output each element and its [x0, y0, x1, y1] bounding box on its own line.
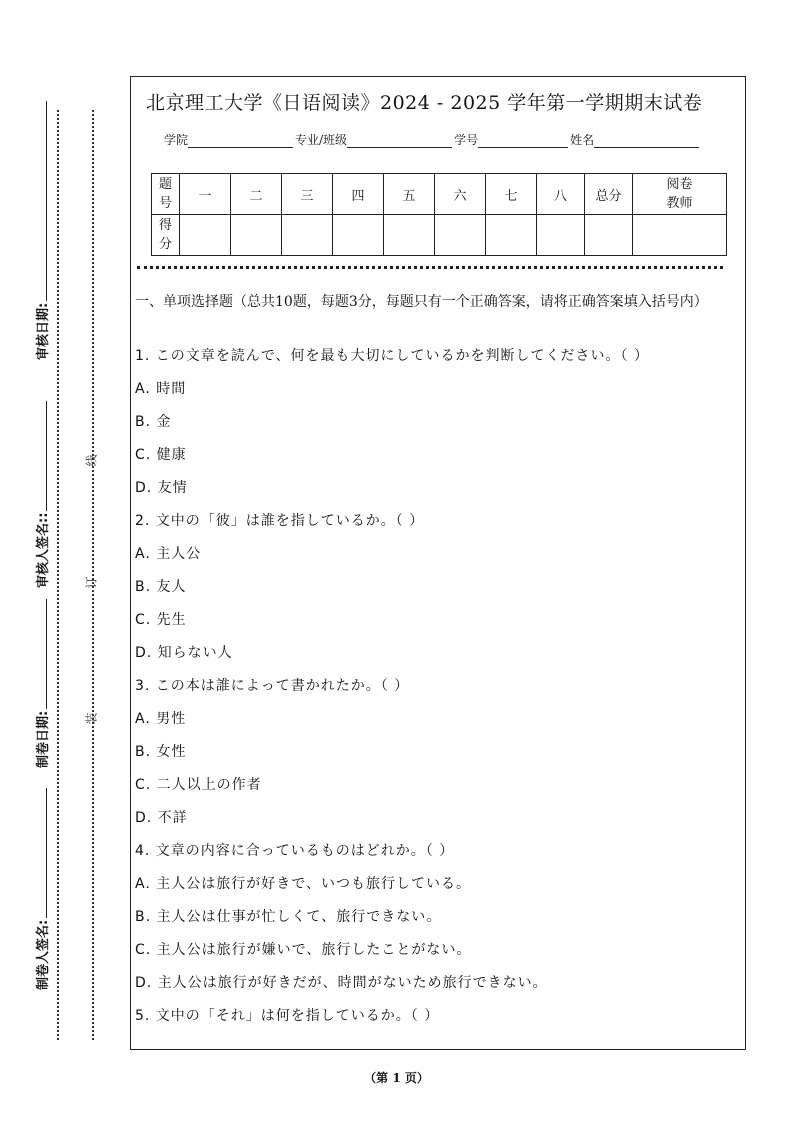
score-cell[interactable] — [435, 215, 486, 256]
option-line: D. 知らない人 — [135, 645, 233, 661]
maker-sign-label: 制卷人签名: — [36, 919, 51, 990]
question-number-label: 题 号 — [152, 174, 180, 215]
col-header: 六 — [435, 174, 486, 215]
review-date-label: 审核日期: — [36, 302, 51, 360]
review-date-blank[interactable] — [46, 101, 47, 301]
question-line: 3. この本は誰によって書かれたか。（ ） — [135, 678, 410, 694]
binding-dotted-line-inner — [92, 110, 94, 1040]
option-line: B. 主人公は仕事が忙しくて、旅行できない。 — [135, 909, 442, 925]
col-header: 一 — [180, 174, 231, 215]
section-divider — [137, 266, 723, 269]
option-line: C. 二人以上の作者 — [135, 777, 262, 793]
col-header: 五 — [384, 174, 435, 215]
student-info-row — [164, 131, 701, 148]
section-heading: 一、单项选择题（总共10题，每题3分，每题只有一个正确答案，请将正确答案填入括号内） — [135, 294, 708, 310]
option-line: A. 主人公 — [135, 546, 202, 562]
col-header: 四 — [333, 174, 384, 215]
maker-sign-field — [32, 788, 51, 990]
col-header: 八 — [537, 174, 585, 215]
option-line: A. 主人公は旅行が好きで、いつも旅行している。 — [135, 876, 471, 892]
reviewer-header: 阅卷 教师 — [633, 174, 727, 215]
page-number: （第 1 页） — [364, 1071, 429, 1085]
score-cell[interactable] — [180, 215, 231, 256]
school-label: 学院 — [164, 133, 189, 147]
make-date-field — [32, 599, 51, 768]
reviewer-sign-field — [32, 401, 51, 588]
exam-title: 北京理工大学《日语阅读》2024 - 2025 学年第一学期期末试卷 — [146, 92, 703, 114]
option-line: A. 時間 — [135, 381, 187, 397]
name-label: 姓名 — [570, 133, 595, 147]
maker-sign-blank[interactable] — [46, 788, 47, 918]
question-line: 5. 文中の「それ」は何を指しているか。（ ） — [135, 1008, 440, 1024]
option-line: B. 女性 — [135, 744, 187, 760]
question-line: 1. この文章を読んで、何を最も大切にしているかを判断してください。（ ） — [135, 348, 649, 364]
score-cell[interactable] — [333, 215, 384, 256]
student-id-label: 学号 — [454, 133, 479, 147]
option-line: D. 不詳 — [135, 810, 188, 826]
score-header-row — [152, 174, 727, 215]
option-line: C. 主人公は旅行が嫌いで、旅行したことがない。 — [135, 942, 472, 958]
option-line: B. 友人 — [135, 579, 187, 595]
score-cell[interactable] — [537, 215, 585, 256]
make-date-label: 制卷日期: — [36, 710, 51, 768]
score-cell[interactable] — [384, 215, 435, 256]
option-line: D. 主人公は旅行が好きだが、時間がないため旅行できない。 — [135, 975, 548, 991]
major-label: 专业/班级 — [295, 133, 348, 147]
col-header: 总分 — [585, 174, 633, 215]
cut-bind-char: 订 — [84, 576, 99, 589]
option-line: B. 金 — [135, 414, 172, 430]
major-field[interactable] — [347, 135, 452, 148]
col-header: 三 — [282, 174, 333, 215]
score-cell[interactable] — [585, 215, 633, 256]
score-cell[interactable] — [231, 215, 282, 256]
question-line: 4. 文章の内容に合っているものはどれか。（ ） — [135, 843, 455, 859]
option-line: C. 健康 — [135, 447, 187, 463]
score-table — [151, 173, 727, 256]
reviewer-sign-label: 审核人签名:: — [36, 512, 51, 588]
make-date-blank[interactable] — [46, 599, 47, 709]
col-header: 七 — [486, 174, 537, 215]
score-cell[interactable] — [282, 215, 333, 256]
review-date-field — [32, 101, 51, 360]
option-line: D. 友情 — [135, 480, 188, 496]
score-label: 得 分 — [152, 215, 180, 256]
binding-dotted-line-outer — [57, 110, 59, 1040]
cut-fold-char: 装 — [84, 712, 99, 725]
question-line: 2. 文中の「彼」は誰を指しているか。（ ） — [135, 513, 425, 529]
name-field[interactable] — [594, 135, 699, 148]
student-id-field[interactable] — [478, 135, 568, 148]
score-row — [152, 215, 727, 256]
score-cell[interactable] — [486, 215, 537, 256]
cut-line-char: 线 — [84, 454, 99, 467]
reviewer-sign-blank[interactable] — [46, 401, 47, 511]
school-field[interactable] — [188, 135, 293, 148]
col-header: 二 — [231, 174, 282, 215]
option-line: A. 男性 — [135, 711, 187, 727]
reviewer-cell[interactable] — [633, 215, 727, 256]
option-line: C. 先生 — [135, 612, 187, 628]
